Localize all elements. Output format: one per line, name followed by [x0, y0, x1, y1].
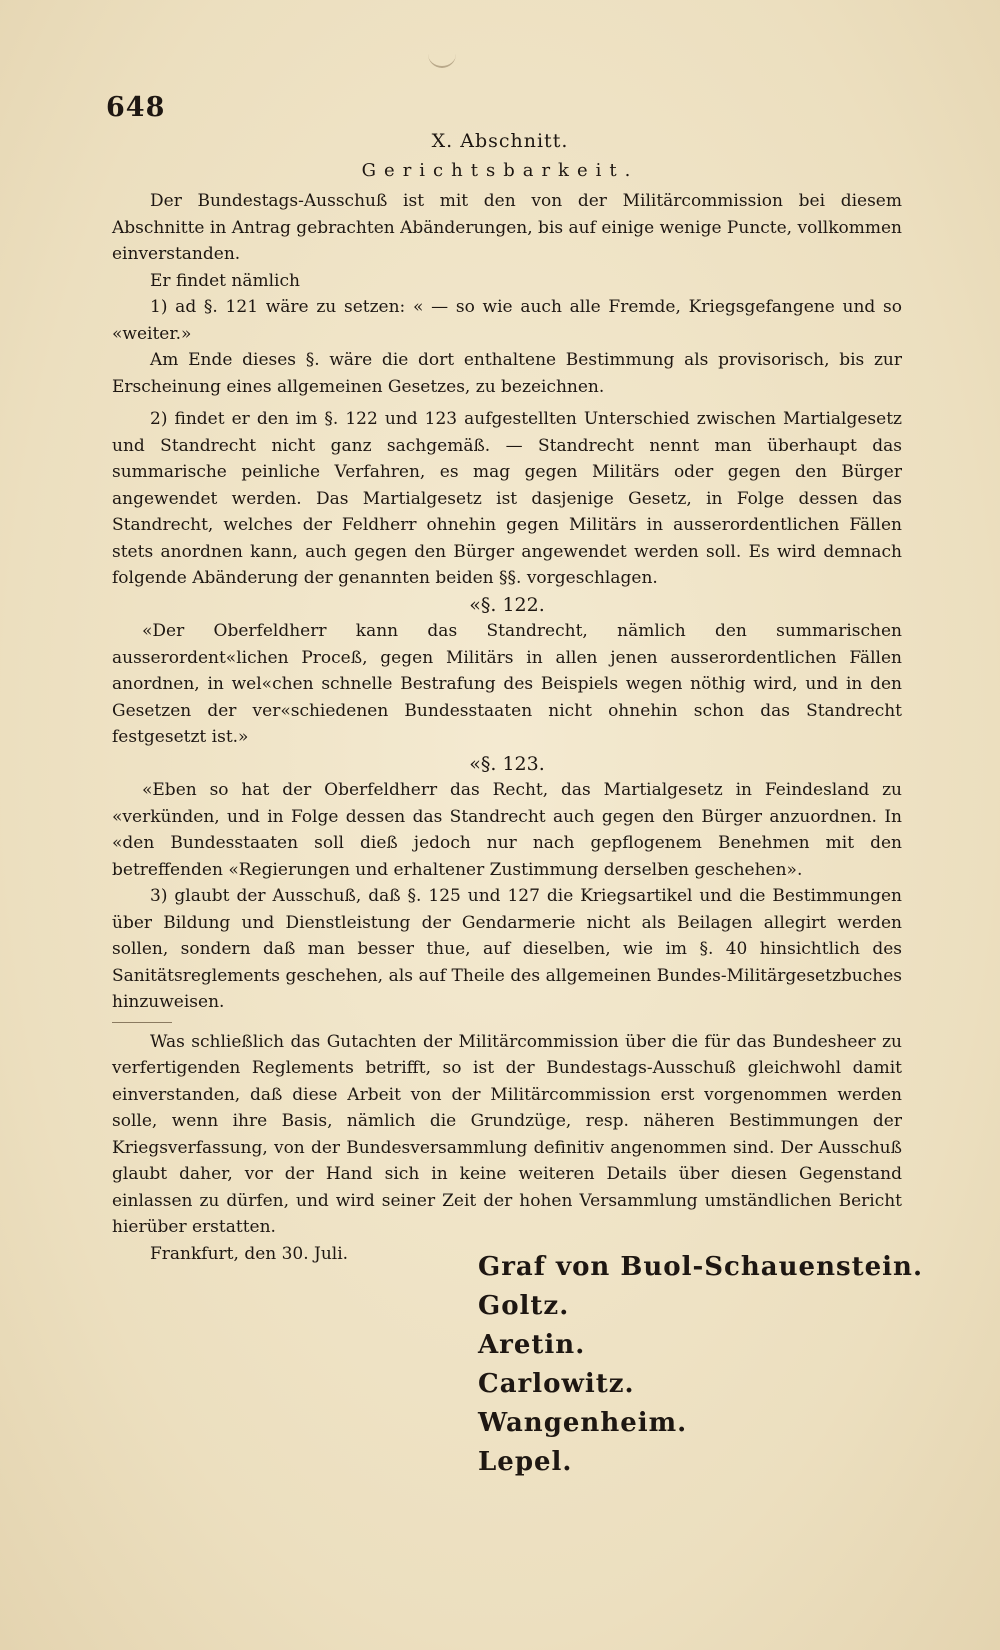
signature: Aretin.	[478, 1330, 586, 1360]
signature: Wangenheim.	[478, 1408, 688, 1438]
section-title: X. Abschnitt.	[431, 130, 569, 152]
article-123-heading: «§. 123.	[469, 752, 545, 775]
body-text	[112, 188, 902, 1267]
paragraph-point1-end: Am Ende dieses §. wäre die dort enthaltene Bestimmung als provisorisch, bis zur Erscheinung eines allgemeinen Gesetzes, zu bezeichnen.	[112, 350, 902, 397]
signature: Goltz.	[478, 1291, 570, 1321]
signature: Graf von Buol-Schauenstein.	[478, 1252, 924, 1282]
section-subtitle: Gerichtsbarkeit.	[361, 160, 639, 181]
divider	[112, 1022, 172, 1023]
signatures	[478, 1248, 923, 1482]
page-number: 648	[106, 92, 166, 123]
paragraph-point1: 1) ad §. 121 wäre zu setzen: « — so wie auch alle Fremde, Kriegsgefangene und so «weiter.»	[112, 297, 902, 344]
signature: Lepel.	[478, 1447, 573, 1477]
place-date: Frankfurt, den 30. Juli.	[150, 1243, 349, 1264]
paragraph-intro: Der Bundestags-Ausschuß ist mit den von der Militärcommission bei diesem Abschnitte in Antrag gebrachten Abänderungen, bis auf einige wenige Puncte, vollkommen einverstanden.	[112, 191, 902, 264]
paper-mark	[428, 52, 456, 68]
article-122-text: «Der Oberfeldherr kann das Standrecht, nämlich den summarischen ausserordent«lichen Proceß, gegen Militärs in allen jenen ausserordentlichen Fällen anordnen, in wel«chen schnelle Bestrafung des Beispiels wegen nöthig wird, und in den Gesetzen der ver«schiedenen Bundesstaaten nicht ohnehin schon das Standrecht festgesetzt ist.»	[112, 621, 902, 747]
paragraph-point2: 2) findet er den im §. 122 und 123 aufgestellten Unterschied zwischen Martialgesetz und Standrecht nicht ganz sachgemäß. — Standrecht nennt man überhaupt das summarische peinliche Verfahren, es mag gegen Militärs oder gegen den Bürger angewendet werden. Das Martialgesetz ist dasjenige Gesetz, in Folge dessen das Standrecht, welches der Feldherr ohnehin gegen Militärs in ausserordentlichen Fällen stets anordnen kann, auch gegen den Bürger angewendet werden soll. Es wird demnach folgende Abänderung der genannten beiden §§. vorgeschlagen.	[112, 409, 902, 588]
paragraph-findet: Er findet nämlich	[150, 270, 300, 291]
article-123-text: «Eben so hat der Oberfeldherr das Recht, das Martialgesetz in Feindesland zu «verkünden, und in Folge dessen das Standrecht auch gegen den Bürger anzuordnen. In «den Bundesstaaten soll dieß jedoch nur nach gepflogenem Benehmen mit den betreffenden «Regierungen und erhaltener Zustimmung derselben geschehen».	[112, 780, 902, 880]
paragraph-point3: 3) glaubt der Ausschuß, daß §. 125 und 127 die Kriegsartikel und die Bestimmungen über Bildung und Dienstleistung der Gendarmerie nicht als Beilagen allegirt werden sollen, sondern daß man besser thue, auf dieselben, wie im §. 40 hinsichtlich des Sanitätsreglements geschehen, als auf Theile des allgemeinen Bundes-Militärgesetzbuches hinzuweisen.	[112, 886, 902, 1012]
signature: Carlowitz.	[478, 1369, 635, 1399]
paragraph-closing: Was schließlich das Gutachten der Militärcommission über die für das Bundesheer zu verfertigenden Reglements betrifft, so ist der Bundestags-Ausschuß gleichwohl damit einverstanden, daß diese Arbeit von der Militärcommission erst vorgenommen werden solle, wenn ihre Basis, nämlich die Grundzüge, resp. näheren Bestimmungen der Kriegsverfassung, von der Bundesversammlung definitiv angenommen sind. Der Ausschuß glaubt daher, vor der Hand sich in keine weiteren Details über diesen Gegenstand einlassen zu dürfen, und wird seiner Zeit der hohen Versammlung umständlichen Bericht hierüber erstatten.	[112, 1031, 902, 1237]
article-122-heading: «§. 122.	[469, 593, 545, 616]
